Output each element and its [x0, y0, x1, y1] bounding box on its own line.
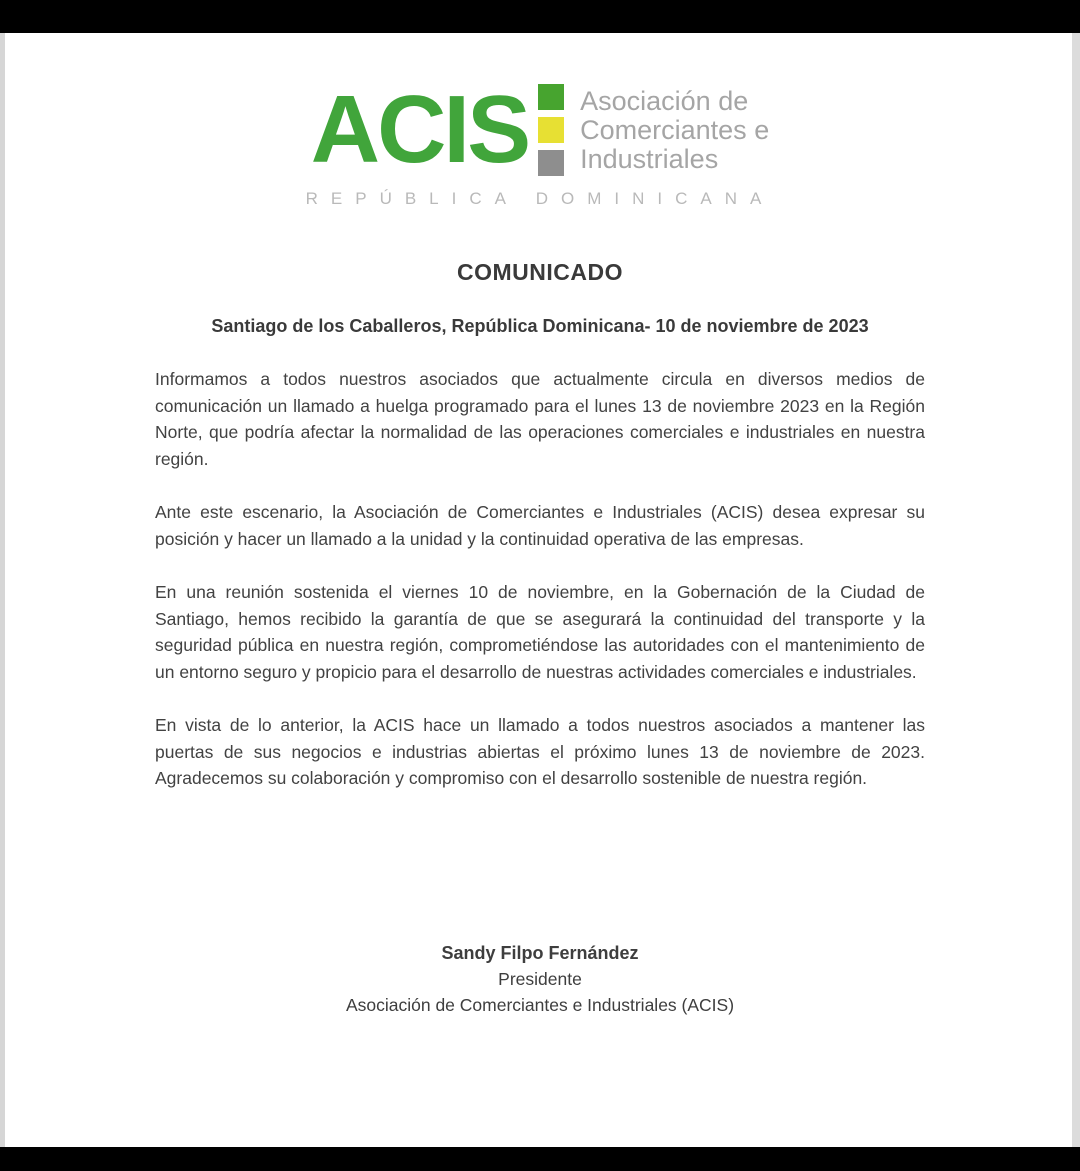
tagline-line-3: Industriales	[580, 143, 719, 174]
signature-title: Presidente	[498, 969, 582, 989]
signature-block	[155, 940, 925, 1018]
paragraph-1: Informamos a todos nuestros asociados que actualmente circula en diversos medios de comunicación un llamado a huelga programado para el lunes 13 de noviembre 2023 en la Región Norte, que podría afectar la normalidad de las operaciones comerciales e industriales en nuestra región.	[155, 369, 925, 469]
logo-country-line: REPÚBLICA DOMINICANA	[305, 189, 775, 208]
paragraph-3: En una reunión sostenida el viernes 10 de noviembre, en la Gobernación de la Ciudad de Santiago, hemos recibido la garantía de que se asegurará la continuidad del transporte y la seguridad pública en nuestra región, comprometiéndose las autoridades con el mantenimiento de un entorno seguro y propicio para el desarrollo de nuestras actividades comerciales e industriales.	[155, 582, 925, 682]
top-letterbox-bar	[0, 0, 1080, 33]
tagline-line-1: Asociación de	[580, 85, 749, 116]
dateline: Santiago de los Caballeros, República Dominicana- 10 de noviembre de 2023	[211, 316, 869, 336]
document-body	[155, 366, 925, 819]
signature-organization: Asociación de Comerciantes e Industriales (ACIS)	[345, 995, 735, 1015]
acis-logo-acronym: ACIS	[310, 76, 529, 183]
gray-square-icon	[538, 150, 564, 176]
acis-logo	[0, 76, 1080, 209]
paragraph-4: En vista de lo anterior, la ACIS hace un llamado a todos nuestros asociados a mantener las puertas de sus negocios e industrias abiertas el próximo lunes 13 de noviembre de 2023. Agradecemos su colaboración y compromiso con el desarrollo sostenible de nuestra región.	[155, 715, 925, 788]
yellow-square-icon	[538, 117, 564, 143]
paragraph-2: Ante este escenario, la Asociación de Comerciantes e Industriales (ACIS) desea expresar su posición y hacer un llamado a la unidad y la continuidad operativa de las empresas.	[155, 502, 925, 549]
acis-logo-squares	[538, 84, 564, 176]
acis-logo-tagline	[580, 87, 769, 174]
bottom-letterbox-bar	[0, 1147, 1080, 1171]
signature-name: Sandy Filpo Fernández	[441, 943, 639, 963]
green-square-icon	[538, 84, 564, 110]
document-title: COMUNICADO	[457, 259, 623, 285]
tagline-line-2: Comerciantes e	[580, 114, 770, 145]
